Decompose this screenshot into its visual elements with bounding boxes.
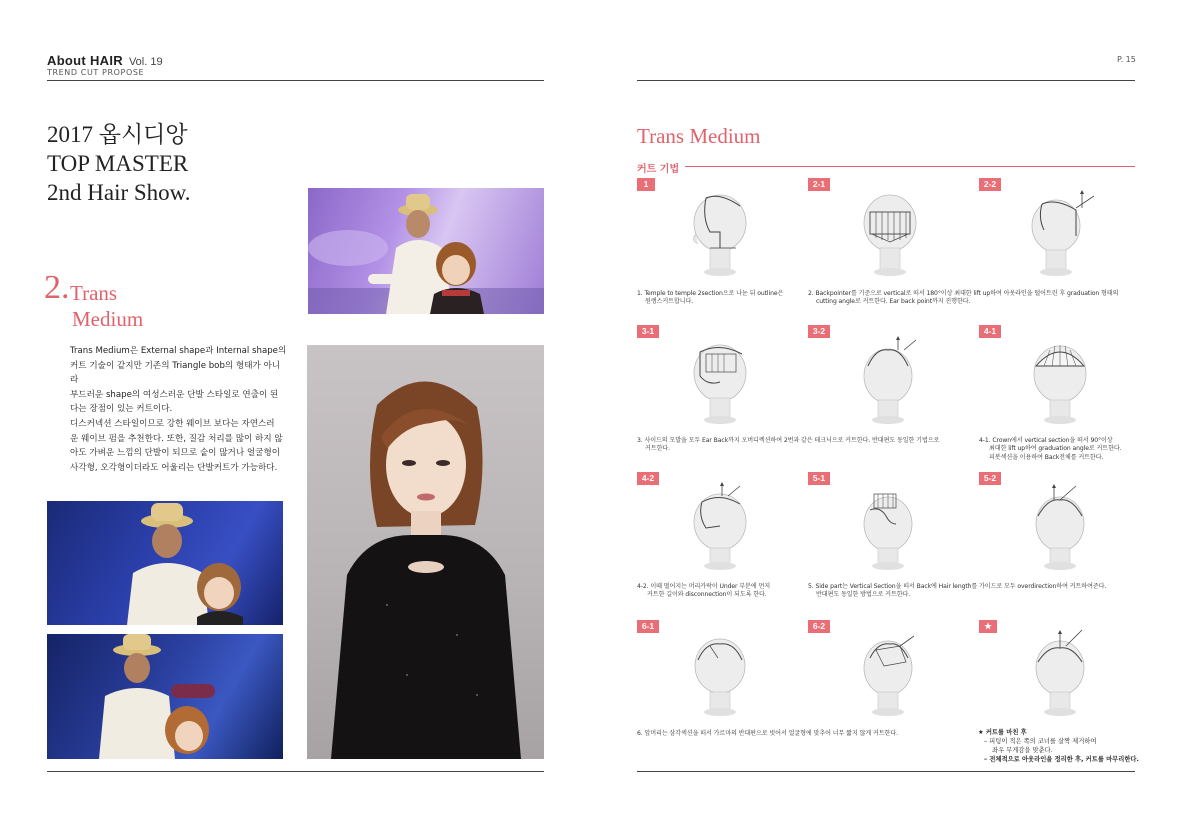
mannequin-head-diagram <box>680 336 760 431</box>
step-badge: 3-1 <box>637 325 659 338</box>
stage-photo-styling <box>47 501 283 625</box>
step-caption <box>637 583 807 600</box>
step-caption <box>808 290 1138 307</box>
caption-line: 커트한다. <box>645 445 670 453</box>
style-description <box>70 344 288 475</box>
caption-line: 6. 앞머리는 삼각섹션을 떠서 가르마의 반대편으로 빗어서 얼굴형에 맞추어 너무 짧지 않게 커트한다. <box>637 730 898 737</box>
style-title-line: Medium <box>72 307 144 331</box>
mannequin-head-diagram <box>1020 628 1100 723</box>
description-line: 부드러운 shape의 여성스러운 단발 스타일로 연출이 된 <box>70 389 279 400</box>
caption-line: 1. Temple to temple 2section으로 나눈 뒤 outline은 <box>637 290 784 297</box>
magazine-brand: About HAIR <box>47 53 123 68</box>
page-headline <box>47 120 191 207</box>
page-number: P. 15 <box>1117 55 1136 64</box>
step-caption <box>637 437 972 454</box>
step-badge: 4-2 <box>637 472 659 485</box>
right-bottom-rule <box>637 771 1135 772</box>
method-rule <box>685 166 1135 167</box>
technique-title: Trans Medium <box>637 124 761 148</box>
final-note <box>978 728 1139 764</box>
stage-photo-cutting <box>308 188 544 314</box>
step-badge: 6-1 <box>637 620 659 633</box>
caption-line: 4-2. 이때 떨어지는 머리카락이 Under 부분에 먼저 <box>637 583 771 590</box>
step-caption <box>637 290 807 307</box>
mannequin-head-diagram <box>680 628 760 723</box>
headline-line: TOP MASTER <box>47 151 189 176</box>
step-caption <box>637 730 967 738</box>
step-badge: 4-1 <box>979 325 1001 338</box>
mannequin-head-diagram <box>1020 482 1100 577</box>
description-line: 아도 가벼운 느낌의 단발이 되므로 숱이 많거나 얼굴형이 <box>70 448 281 459</box>
step-badge: ★ <box>979 620 997 633</box>
style-title-line: Trans <box>70 281 118 305</box>
step-caption <box>979 437 1139 462</box>
mannequin-head-diagram <box>1020 336 1100 431</box>
left-bottom-rule <box>47 771 544 772</box>
stage-photo-blowdry <box>47 634 283 759</box>
final-note-line: – 전체적으로 아웃라인을 정리한 후, 커트를 마무리한다. <box>984 756 1139 763</box>
caption-line: 커트한 길이와 disconnection이 되도록 한다. <box>647 591 767 599</box>
description-line: 다는 장점이 있는 커트이다. <box>70 404 173 415</box>
style-number: 2. <box>44 269 70 306</box>
caption-line: 원랭스커트합니다. <box>645 298 694 306</box>
step-badge: 2-2 <box>979 178 1001 191</box>
caption-line: 4-1. Crown에서 vertical section을 떠서 90°이상 <box>979 437 1113 444</box>
step-badge: 5-2 <box>979 472 1001 485</box>
method-label: 커트 기법 <box>637 164 680 175</box>
mannequin-head-diagram <box>850 188 930 283</box>
step-badge: 5-1 <box>808 472 830 485</box>
description-line: Trans Medium은 External shape과 Internal shape의 <box>70 346 287 356</box>
step-caption <box>808 583 1138 600</box>
mannequin-head-diagram <box>680 188 760 283</box>
style-title <box>70 280 143 332</box>
step-badge: 3-2 <box>808 325 830 338</box>
caption-line: cutting angle로 커트한다. Ear back point까지 진행한다. <box>816 298 971 306</box>
headline-line: 2017 옵시디앙 <box>47 122 188 147</box>
description-line: 사각형, 오각형이더라도 어울리는 단발커트가 가능하다. <box>70 462 278 473</box>
left-top-rule <box>47 80 544 81</box>
final-note-line: – 피팅이 적은 쪽의 코너를 살짝 제거하여 <box>984 738 1097 745</box>
mannequin-head-diagram <box>680 482 760 577</box>
caption-line: 최대한 lift up하여 graduation angle로 커트한다. <box>989 445 1122 453</box>
caption-line: 반대편도 동일한 방법으로 커트한다. <box>816 591 911 599</box>
caption-line: 2. Backpointer를 기준으로 vertical로 떠서 180°이상 최대한 lift up하여 아웃라인을 떨어트린 후 graduation 형태의 <box>808 290 1119 297</box>
mannequin-head-diagram <box>850 482 930 577</box>
mannequin-head-diagram <box>850 628 930 723</box>
mannequin-head-diagram <box>850 336 930 431</box>
model-portrait-photo <box>307 345 544 759</box>
caption-line: 3. 사이드의 모발을 모두 Ear Back까지 오버디렉션하여 2번과 같은 테크닉으로 커트한다. 반대편도 동일한 기법으로 <box>637 437 940 444</box>
caption-line: 피봇섹션을 이용하여 Back전체를 커트한다. <box>989 453 1104 461</box>
step-badge: 6-2 <box>808 620 830 633</box>
headline-line: 2nd Hair Show. <box>47 180 191 205</box>
section-label: TREND CUT PROPOSE <box>47 68 145 77</box>
caption-line: 5. Side part는 Vertical Section을 떠서 Back에 Hair length를 가이드로 모두 overdirection하여 커트하여준다. <box>808 583 1107 590</box>
magazine-volume: Vol. 19 <box>128 56 163 68</box>
description-line: 디스커넥션 스타일이므로 강한 웨이브 보다는 자연스러 <box>70 418 275 429</box>
description-line: 커트 기술이 같지만 기존의 Triangle bob의 형태가 아니라 <box>70 360 281 386</box>
step-badge: 1 <box>637 178 655 191</box>
mannequin-head-diagram <box>1020 188 1100 283</box>
description-line: 운 웨이브 펌을 추천한다. 또한, 질감 처리를 많이 하지 않 <box>70 433 283 444</box>
final-note-line: 좌우 무게감을 맞춘다. <box>992 747 1053 754</box>
right-top-rule <box>637 80 1135 81</box>
final-note-heading: ★ 커트를 마친 후 <box>978 729 1027 736</box>
step-badge: 2-1 <box>808 178 830 191</box>
